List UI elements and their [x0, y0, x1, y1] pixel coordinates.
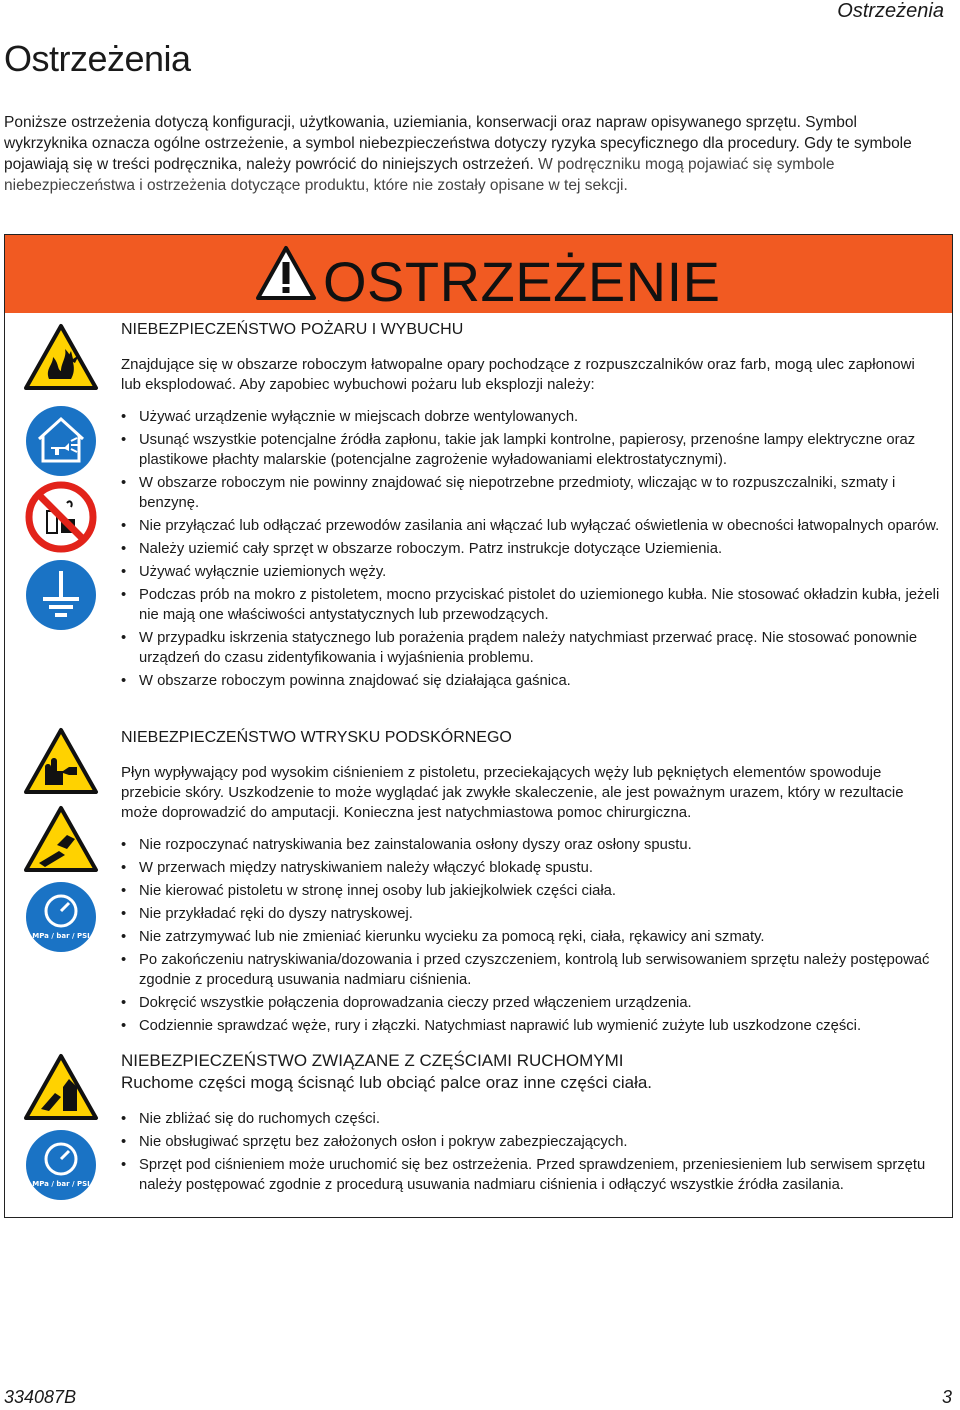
list-item [121, 628, 943, 668]
list-item: • Nie obsługiwać sprzętu bez założonych osłon i pokryw zabezpieczających. [121, 1132, 943, 1152]
gauge-label: MPa / bar / PSI [32, 1180, 90, 1188]
gauge-label: MPa / bar / PSI [32, 932, 90, 940]
spark-bullet-post: . Nie stosować ponownie urządzeń do czasu zidentyfikowania i wyjaśnienia problemu. [139, 630, 918, 666]
pressure-gauge-icon [25, 1129, 97, 1201]
skin-injection-warning-icon [23, 805, 99, 873]
list-item: • Dokręcić wszystkie połączenia doprowadzania cieczy przed włączeniem urządzenia. [121, 993, 943, 1013]
warning-banner [5, 235, 952, 313]
list-item: • Usunąć wszystkie potencjalne źródła zapłonu, takie jak lampki kontrolne, papierosy, przenośne lampy elektryczne oraz plastikowe płachty malarskie (potencjalne zagrożenie wyładowaniami elektrostatycznymi). [121, 430, 943, 470]
list-item: • Podczas prób na mokro z pistoletem, mocno przyciskać pistolet do uziemionego kubła. Nie stosować okładzin kubła, jeżeli nie mają one właściwości antystatycznych lub przewodzących. [121, 585, 943, 625]
spark-bullet-pre: W przypadku iskrzenia statycznego lub porażenia prądem należy [139, 630, 566, 646]
relief-bullet-pre: Po zakończeniu natryskiwania/dozowania i przed czyszczeniem, kontrolą lub serwisowaniem sprzętu należy postępować zgodnie z [139, 952, 930, 988]
list-item: • Nie zbliżać się do ruchomych części. [121, 1109, 943, 1129]
list-item: • Nie rozpoczynać natryskiwania bez zainstalowania osłony dyszy oraz osłony spustu. [121, 835, 943, 855]
injection-section-title: NIEBEZPIECZEŃSTWO WTRYSKU PODSKÓRNEGO [121, 729, 512, 746]
relief-bullet-post: . [467, 972, 472, 988]
moving-bullet-pre: Sprzęt pod ciśnieniem może uruchomić się bez ostrzeżenia. Przed sprawdzeniem, przeniesieniem lub serwisem sprzętu należy postępować zgodnie z [139, 1157, 926, 1193]
no-ignition-sources-icon [25, 481, 97, 553]
list-item: • Nie przyłączać lub odłączać przewodów zasilania ani włączać lub wyłączać oświetlenia w obecności łatwopalnych oparów. [121, 516, 943, 536]
list-item [121, 539, 943, 559]
ventilation-mandatory-icon [25, 405, 97, 477]
list-item: • W obszarze roboczym nie powinny znajdować się niepotrzebne przedmioty, wliczając w to rozpuszczalniki, szmaty i benzynę. [121, 473, 943, 513]
exclamation-triangle-icon [255, 245, 317, 301]
injection-bullet-list [121, 835, 943, 1039]
ground-bullet-pre: Należy uziemić cały sprzęt w obszarze roboczym. Patrz instrukcje dotyczące [139, 541, 641, 557]
fire-section-intro [121, 355, 931, 395]
moving-section-subtitle: Ruchome części mogą ścisnąć lub obciąć palce oraz inne części ciała. [121, 1073, 653, 1092]
warning-banner-title: OSTRZEŻENIE [323, 250, 721, 313]
page-title: Ostrzeżenia [4, 38, 191, 79]
document-number: 334087B [4, 1387, 77, 1407]
pressure-gauge-icon [25, 881, 97, 953]
work-area-link[interactable]: obszarze roboczym [236, 356, 367, 373]
hand-injection-warning-icon [23, 727, 99, 795]
list-item [121, 950, 943, 990]
intro-text-2: W podręczniku mogą pojawiać się symbole niebezpieczeństwa i ostrzeżenia dotyczące produktu, które nie zostały opisane w tej sekcji. [4, 156, 835, 194]
fire-explosion-warning-icon [23, 323, 99, 391]
stop-operation-link[interactable]: natychmiast przerwać pracę [569, 630, 754, 646]
grounding-link[interactable]: Uziemienia [644, 541, 718, 557]
pressure-relief-link[interactable]: procedurą usuwania nadmiaru ciśnienia [336, 1177, 598, 1193]
warning-box [4, 234, 953, 1218]
list-item: • Nie przykładać ręki do dyszy natryskowej. [121, 904, 943, 924]
running-header: Ostrzeżenia [837, 0, 944, 22]
ground-bullet-post: . [717, 541, 723, 557]
injection-section-intro [121, 763, 931, 823]
list-item: • Nie kierować pistoletu w stronę innej osoby lub jakiejkolwiek części ciała. [121, 881, 943, 901]
list-item: • W przerwach między natryskiwaniem należy włączyć blokadę spustu. [121, 858, 943, 878]
fire-section-title: NIEBEZPIECZEŃSTWO POŻARU I WYBUCHU [121, 321, 464, 338]
fire-bullet-list [121, 407, 943, 694]
page-number: 3 [941, 1387, 952, 1407]
ground-mandatory-icon [25, 559, 97, 631]
pressure-relief-link[interactable]: procedurą usuwania nadmiaru ciśnienia [206, 972, 468, 988]
list-item: • Codziennie sprawdzać węże, rury i złączki. Natychmiast naprawić lub wymienić zużyte lub uszkodzone części. [121, 1016, 943, 1036]
surgical-treatment-text: Konieczna jest natychmiastowa pomoc chirurgiczna. [343, 804, 692, 821]
list-item: • Używać urządzenie wyłącznie w miejscach dobrze wentylowanych. [121, 407, 943, 427]
list-item [121, 1155, 943, 1195]
list-item: • Nie zatrzymywać lub nie zmieniać kierunku wycieku za pomocą ręki, ciała, rękawicy ani szmaty. [121, 927, 943, 947]
list-item: • Używać wyłącznie uziemionych węży. [121, 562, 943, 582]
intro-text-1: Poniższe ostrzeżenia dotyczą konfiguracji, użytkowania, uziemiania, konserwacji oraz napraw opisywanego sprzętu. Symbol wykrzyknika oznacza ogólne ostrzeżenie, a symbol niebezpieczeństwa dotyczy ryzyka specyficznego dla procedury. Gdy te symbole pojawiają się w treści podręcznika, należy powrócić do niniejszych ostrzeżeń. [4, 114, 912, 173]
fire-intro-post: łatwopalne opary pochodzące z rozpuszczalników oraz farb, mogą ulec zapłonowi lub eksplodować. Aby zapobiec wybuchowi pożaru lub eksplozji należy: [121, 356, 915, 393]
moving-section-title: NIEBEZPIECZEŃSTWO ZWIĄZANE Z CZĘŚCIAMI RUCHOMYMI [121, 1051, 624, 1070]
fire-intro-pre: Znajdujące się w [121, 356, 233, 373]
moving-bullet-list [121, 1109, 943, 1198]
intro-paragraph [4, 112, 944, 196]
list-item: • W obszarze roboczym powinna znajdować się działająca gaśnica. [121, 671, 943, 691]
moving-bullet-post: i odłączyć wszystkie źródła zasilania. [601, 1177, 844, 1193]
moving-parts-warning-icon [23, 1053, 99, 1121]
injection-intro-pre: Płyn wypływający pod wysokim ciśnieniem z pistoletu, przeciekających węży lub pękniętych elementów spowoduje przebicie skóry. Uszkodzenie to może wyglądać jak zwykłe skaleczenie, ale jest poważnym urazem, który w rezultacie może doprowadzić do amputacji. [121, 764, 904, 821]
